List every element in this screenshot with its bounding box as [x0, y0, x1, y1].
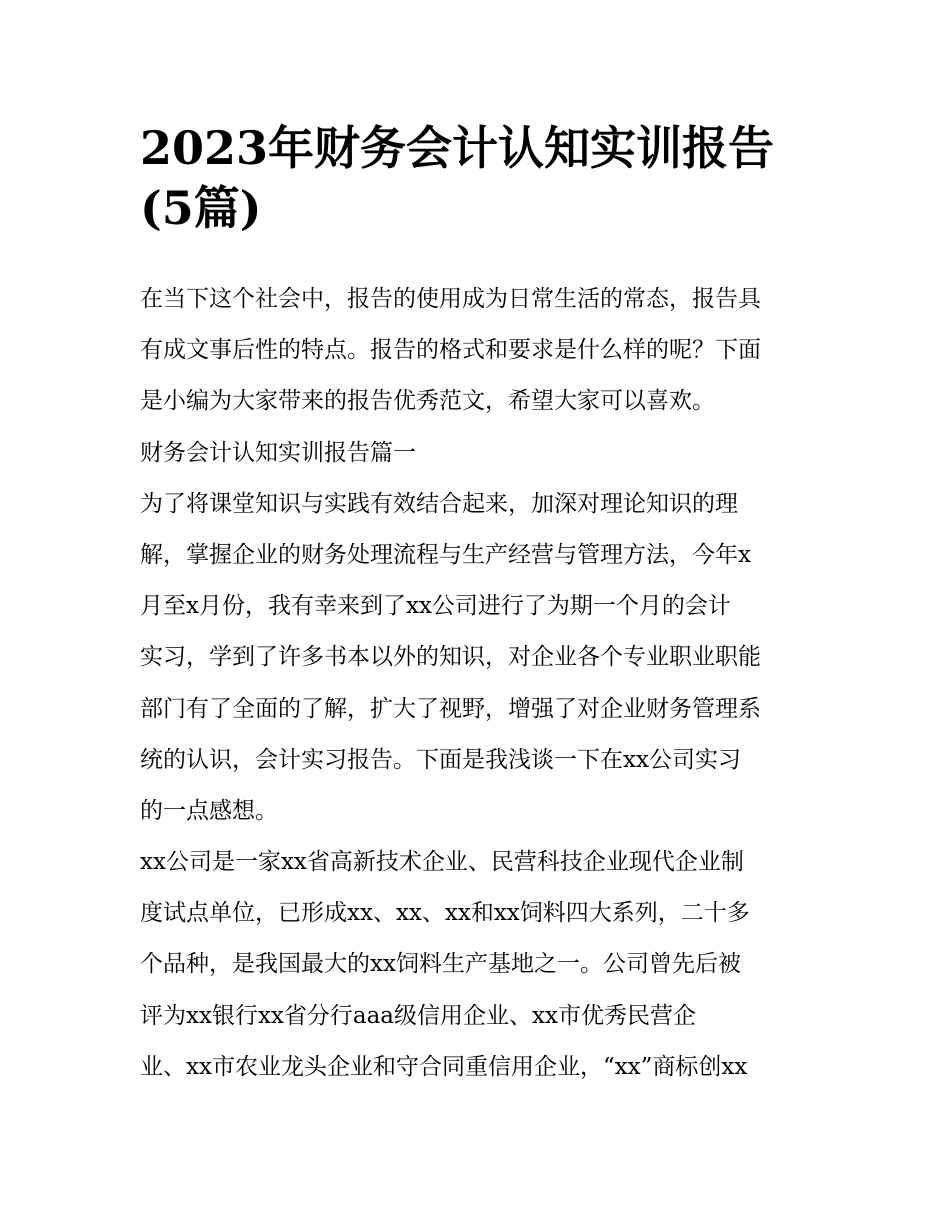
paragraph-line: 业、xx市农业龙头企业和守合同重信用企业，“xx”商标创xx	[140, 1053, 748, 1080]
document-body	[140, 274, 830, 1093]
paragraph-line: 度试点单位，已形成xx、xx、xx和xx饲料四大系列，二十多	[140, 900, 750, 927]
paragraph-line: 月至x月份，我有幸来到了xx公司进行了为期一个月的会计	[140, 593, 731, 620]
paragraph-line: 的一点感想。	[140, 797, 278, 824]
title-line: (5篇)	[140, 181, 262, 235]
paragraph-line: 解，掌握企业的财务处理流程与生产经营与管理方法，今年x	[140, 541, 751, 568]
paragraph-line: 为了将课堂知识与实践有效结合起来，加深对理论知识的理	[140, 490, 738, 517]
paragraph-line: 实习，学到了许多书本以外的知识，对企业各个专业职业职能	[140, 644, 761, 671]
document-title	[140, 118, 820, 238]
paragraph-line: xx公司是一家xx省高新技术企业、民营科技企业现代企业制	[140, 849, 744, 876]
intro-line: 在当下这个社会中，报告的使用成为日常生活的常态，报告具	[140, 286, 761, 312]
intro-line: 是小编为大家带来的报告优秀范文，希望大家可以喜欢。	[140, 388, 715, 415]
title-line: 2023年财务会计认知实训报告	[140, 121, 775, 175]
paragraph-line: 个品种，是我国最大的xx饲料生产基地之一。公司曾先后被	[140, 951, 741, 978]
paragraph-line: 部门有了全面的了解，扩大了视野，增强了对企业财务管理系	[140, 695, 761, 722]
paragraph-line: 统的认识，会计实习报告。下面是我浅谈一下在xx公司实习	[140, 746, 741, 773]
section-heading: 财务会计认知实训报告篇一	[140, 439, 416, 466]
paragraph-line: 评为xx银行xx省分行aaa级信用企业、xx市优秀民营企	[140, 1002, 696, 1029]
intro-line: 有成文事后性的特点。报告的格式和要求是什么样的呢？下面	[140, 337, 761, 364]
